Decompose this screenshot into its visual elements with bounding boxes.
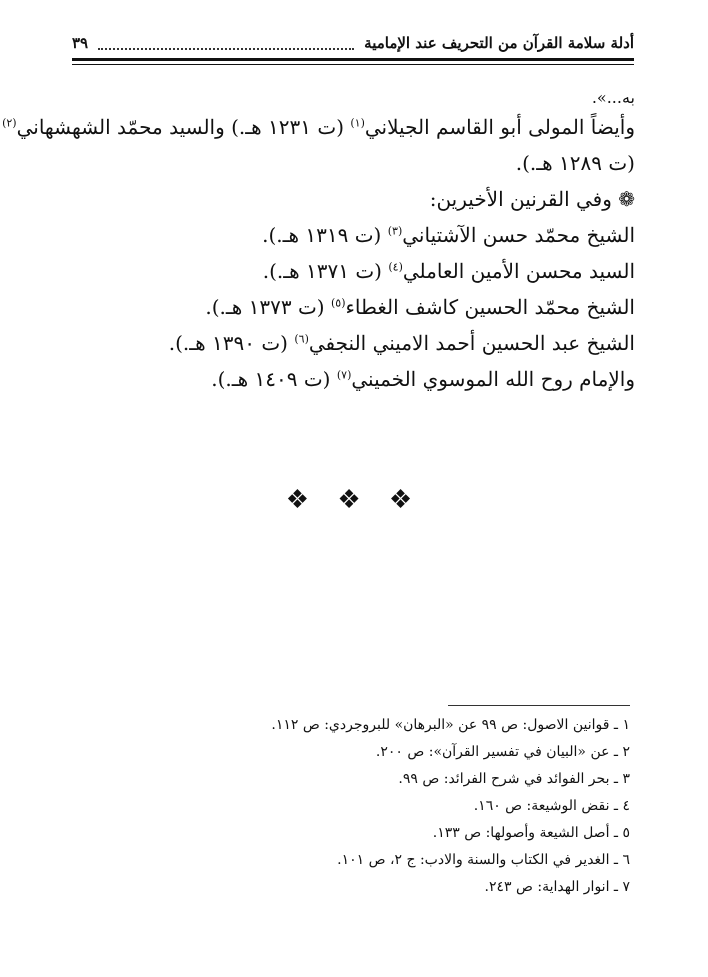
footnote-3: ٣ ـ بحر الفوائد في شرح الفرائد: ص ٩٩. <box>398 771 630 787</box>
footnote-ref-3[interactable]: (٣) <box>387 224 403 238</box>
footnote-ref-5[interactable]: (٥) <box>330 296 346 310</box>
text-line-2 <box>2 114 635 140</box>
text-line-6 <box>90 258 635 284</box>
text-line-9 <box>90 366 635 392</box>
footnote-5: ٥ ـ أصل الشيعة وأصولها: ص ١٣٣. <box>432 825 630 841</box>
section-divider-ornament: ❖ ❖ ❖ <box>285 485 423 515</box>
text-line-8 <box>90 330 635 356</box>
header-rule-thick <box>72 58 634 61</box>
text-line-2-content: وأيضاً المولى أبو القاسم الجيلاني <box>364 115 635 139</box>
footnote-ref-1[interactable]: (١) <box>350 116 365 130</box>
footnote-2: ٢ ـ عن «البيان في تفسير القرآن»: ص ٢٠٠. <box>375 744 630 760</box>
text-line-7 <box>90 294 635 320</box>
text-line-5 <box>90 222 635 248</box>
footnote-ref-4[interactable]: (٤) <box>388 260 403 274</box>
running-header-title: أدلة سلامة القرآن من التحريف عند الإمامية <box>364 34 634 52</box>
text-line-9-content: والإمام روح الله الموسوي الخميني <box>351 367 635 391</box>
running-header <box>72 30 634 56</box>
footnotes <box>250 716 630 905</box>
footnote-4: ٤ ـ نقض الوشيعة: ص ١٦٠. <box>473 798 630 814</box>
text-line-9-rest: (ت ١٤٠٩ هـ.). <box>211 367 331 391</box>
footnote-7: ٧ ـ انوار الهداية: ص ٢٤٣. <box>484 879 630 895</box>
text-line-5-rest: (ت ١٣١٩ هـ.). <box>262 223 382 247</box>
footnote-ref-7[interactable]: (٧) <box>336 368 352 382</box>
text-line-6-content: السيد محسن الأمين العاملي <box>402 259 635 283</box>
text-line-8-content: الشيخ عبد الحسين أحمد الاميني النجفي <box>308 331 635 355</box>
text-line-5-content: الشيخ محمّد حسن الآشتياني <box>402 223 635 247</box>
section-heading: ❁ وفي القرنين الأخيرين: <box>429 187 635 211</box>
text-line-3 <box>90 150 635 176</box>
text-line-6-rest: (ت ١٣٧١ هـ.). <box>262 259 382 283</box>
footnote-1: ١ ـ قوانين الاصول: ص ٩٩ عن «البرهان» للبروجردي: ص ١١٢. <box>271 717 630 733</box>
text-line-7-content: الشيخ محمّد الحسين كاشف الغطاء <box>345 295 635 319</box>
text-line-3-content: (ت ١٢٨٩ هـ.). <box>515 151 635 175</box>
footnote-separator <box>448 705 630 706</box>
text-line-1 <box>90 88 635 108</box>
text-line-2-rest: (ت ١٢٣١ هـ.) والسيد محمّد الشهشهاني <box>16 115 345 139</box>
footnote-6: ٦ ـ الغدير في الكتاب والسنة والادب: ج ٢، ص ١٠١. <box>337 852 630 868</box>
page-number: ٣٩ <box>72 34 89 52</box>
footnote-ref-2[interactable]: (٢) <box>2 116 17 130</box>
leader-dots <box>98 36 354 50</box>
text-line-1-content: به...». <box>591 88 635 107</box>
text-line-7-rest: (ت ١٣٧٣ هـ.). <box>205 295 325 319</box>
footnote-ref-6[interactable]: (٦) <box>294 332 309 346</box>
header-rule-thin <box>72 64 634 65</box>
main-text <box>2 88 635 402</box>
text-line-4 <box>90 186 635 212</box>
text-line-8-rest: (ت ١٣٩٠ هـ.). <box>168 331 288 355</box>
